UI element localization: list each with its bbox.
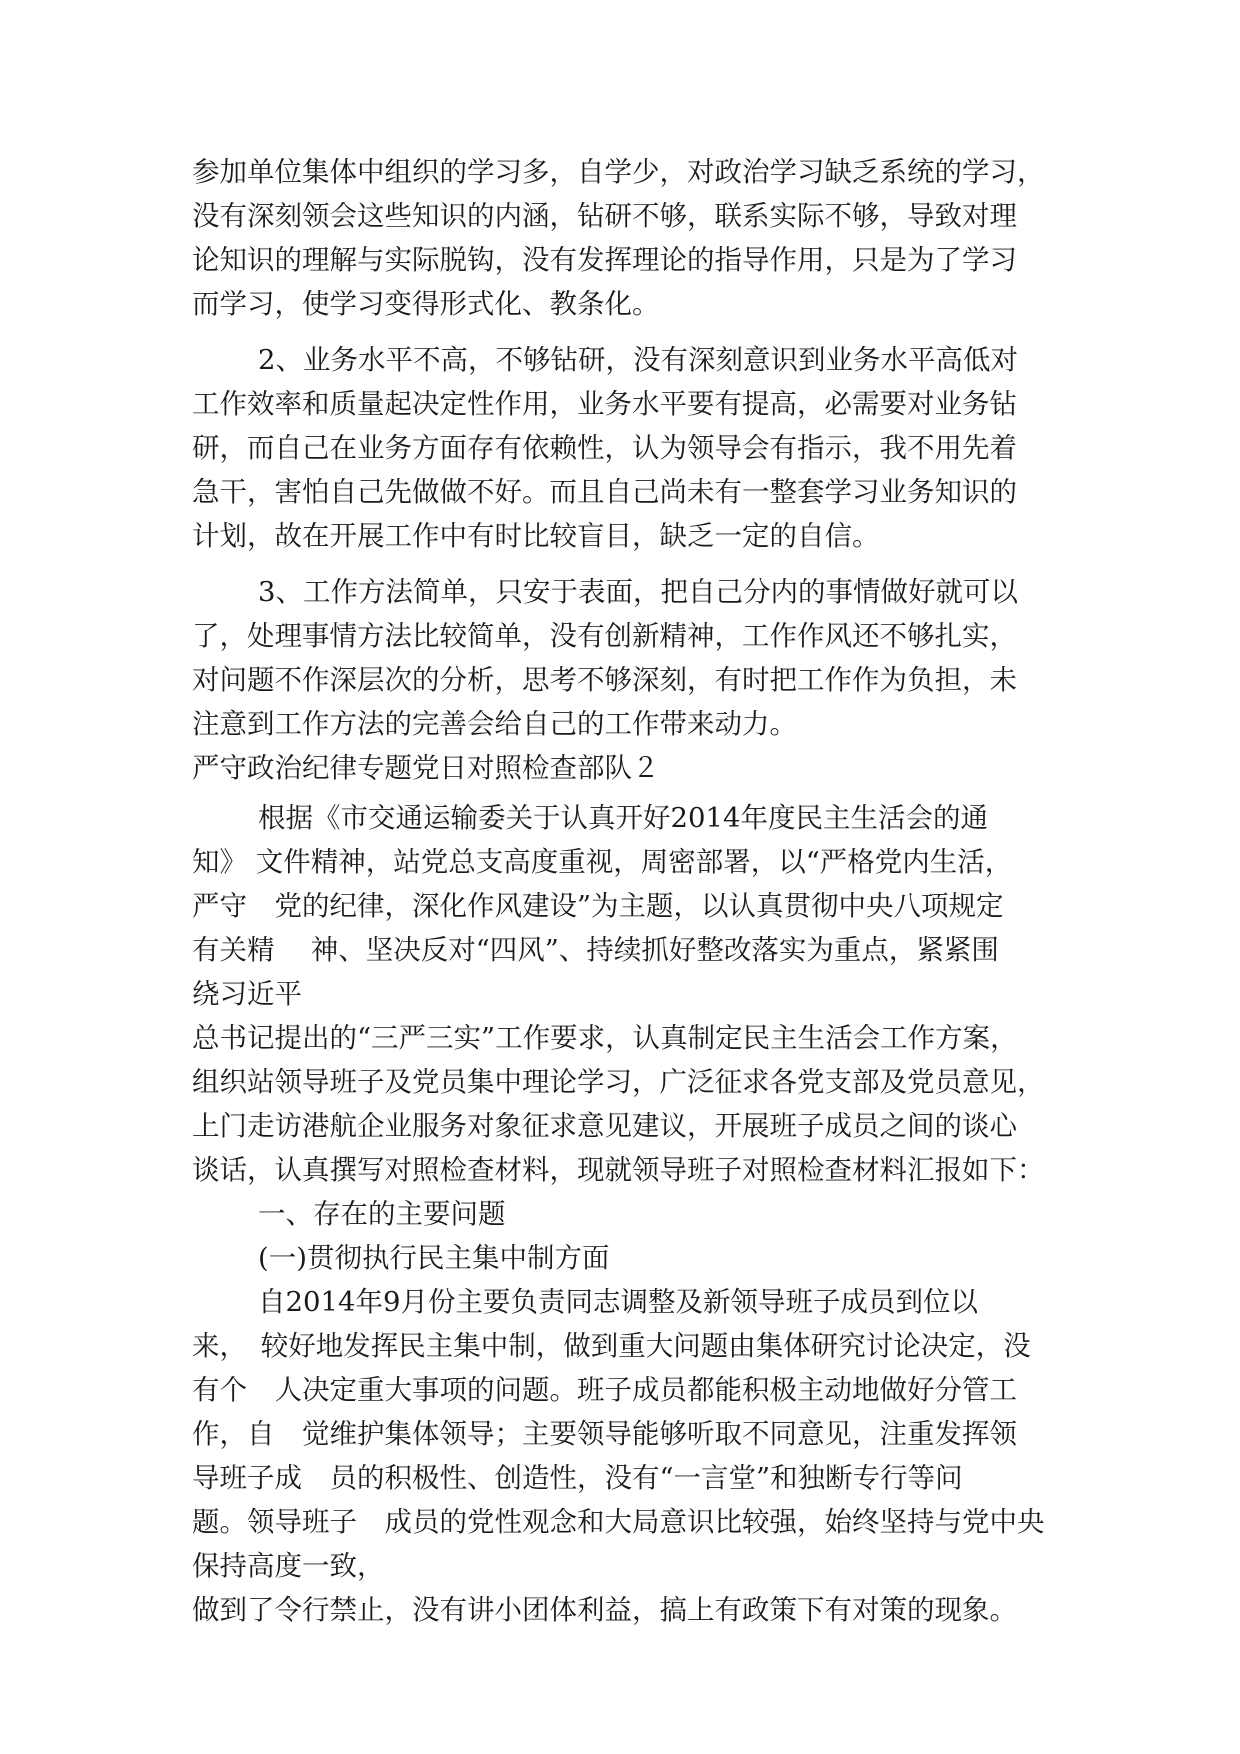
document-body	[192, 150, 1072, 1632]
text-line: 了，处理事情方法比较简单，没有创新精神，工作作风还不够扎实，	[192, 620, 1017, 652]
text-line: 保持高度一致，	[192, 1550, 385, 1582]
text-line: 工作效率和质量起决定性作用，业务水平要有提高，必需要对业务钻	[192, 388, 1017, 420]
text-line: 急干，害怕自己先做做不好。而且自己尚未有一整套学习业务知识的	[192, 476, 1017, 508]
text-line: 3、工作方法简单，只安于表面，把自己分内的事情做好就可以	[258, 576, 1018, 608]
heading-democratic-centralism: (一)贯彻执行民主集中制方面	[258, 1242, 610, 1274]
text-line: 严守 党的纪律，深化作风建设”为主题，以认真贯彻中央八项规定	[192, 890, 1004, 922]
text-line: 没有深刻领会这些知识的内涵，钻研不够，联系实际不够，导致对理	[192, 200, 1017, 232]
text-line: 根据《市交通运输委关于认真开好2014年度民主生活会的通	[258, 802, 988, 834]
text-line: 论知识的理解与实际脱钩，没有发挥理论的指导作用，只是为了学习	[192, 244, 1017, 276]
text-line: 对问题不作深层次的分析，思考不够深刻，有时把工作作为负担，未	[192, 664, 1017, 696]
text-line: 导班子成 员的积极性、创造性，没有“一言堂”和独断专行等问	[192, 1462, 963, 1494]
paragraph-intro-continued	[192, 1016, 1072, 1192]
text-line: 作，自 觉维护集体领导；主要领导能够听取不同意见，注重发挥领	[192, 1418, 1017, 1450]
text-line: 参加单位集体中组织的学习多，自学少，对政治学习缺乏系统的学习，	[192, 156, 1045, 188]
text-line: 有关精 神、坚决反对“四风”、持续抓好整改落实为重点，紧紧围	[192, 934, 999, 966]
paragraph-business-problem	[192, 338, 1072, 558]
paragraph-democracy-end: 做到了令行禁止，没有讲小团体利益，搞上有政策下有对策的现象。	[192, 1594, 1017, 1626]
text-line: 知》 文件精神，站党总支高度重视，周密部署，以“严格党内生活，	[192, 846, 1013, 878]
section-title: 严守政治纪律专题党日对照检查部队２	[192, 752, 660, 784]
text-line: 注意到工作方法的完善会给自己的工作带来动力。	[192, 708, 797, 740]
text-line: 谈话，认真撰写对照检查材料，现就领导班子对照检查材料汇报如下：	[192, 1154, 1045, 1186]
heading-main-problems: 一、存在的主要问题	[258, 1198, 506, 1230]
text-line: 绕习近平	[192, 978, 302, 1010]
text-line: 有个 人决定重大事项的问题。班子成员都能积极主动地做好分管工	[192, 1374, 1017, 1406]
text-line: 组织站领导班子及党员集中理论学习，广泛征求各党支部及党员意见，	[192, 1066, 1045, 1098]
paragraph-democracy	[192, 1280, 1072, 1588]
paragraph-study-problem	[192, 150, 1072, 326]
text-line: 2、业务水平不高，不够钻研，没有深刻意识到业务水平高低对	[258, 344, 1018, 376]
text-line: 计划，故在开展工作中有时比较盲目，缺乏一定的自信。	[192, 520, 880, 552]
text-line: 上门走访港航企业服务对象征求意见建议，开展班子成员之间的谈心	[192, 1110, 1017, 1142]
text-line: 来， 较好地发挥民主集中制，做到重大问题由集体研究讨论决定，没	[192, 1330, 1031, 1362]
text-line: 题。领导班子 成员的党性观念和大局意识比较强，始终坚持与党中央	[192, 1506, 1045, 1538]
paragraph-method-problem	[192, 570, 1072, 746]
text-line: 而学习，使学习变得形式化、教条化。	[192, 288, 660, 320]
paragraph-intro	[192, 796, 1072, 1016]
text-line: 研，而自己在业务方面存有依赖性，认为领导会有指示，我不用先着	[192, 432, 1017, 464]
text-line: 总书记提出的“三严三实”工作要求，认真制定民主生活会工作方案，	[192, 1022, 1018, 1054]
text-line: 自2014年9月份主要负责同志调整及新领导班子成员到位以	[258, 1286, 978, 1318]
